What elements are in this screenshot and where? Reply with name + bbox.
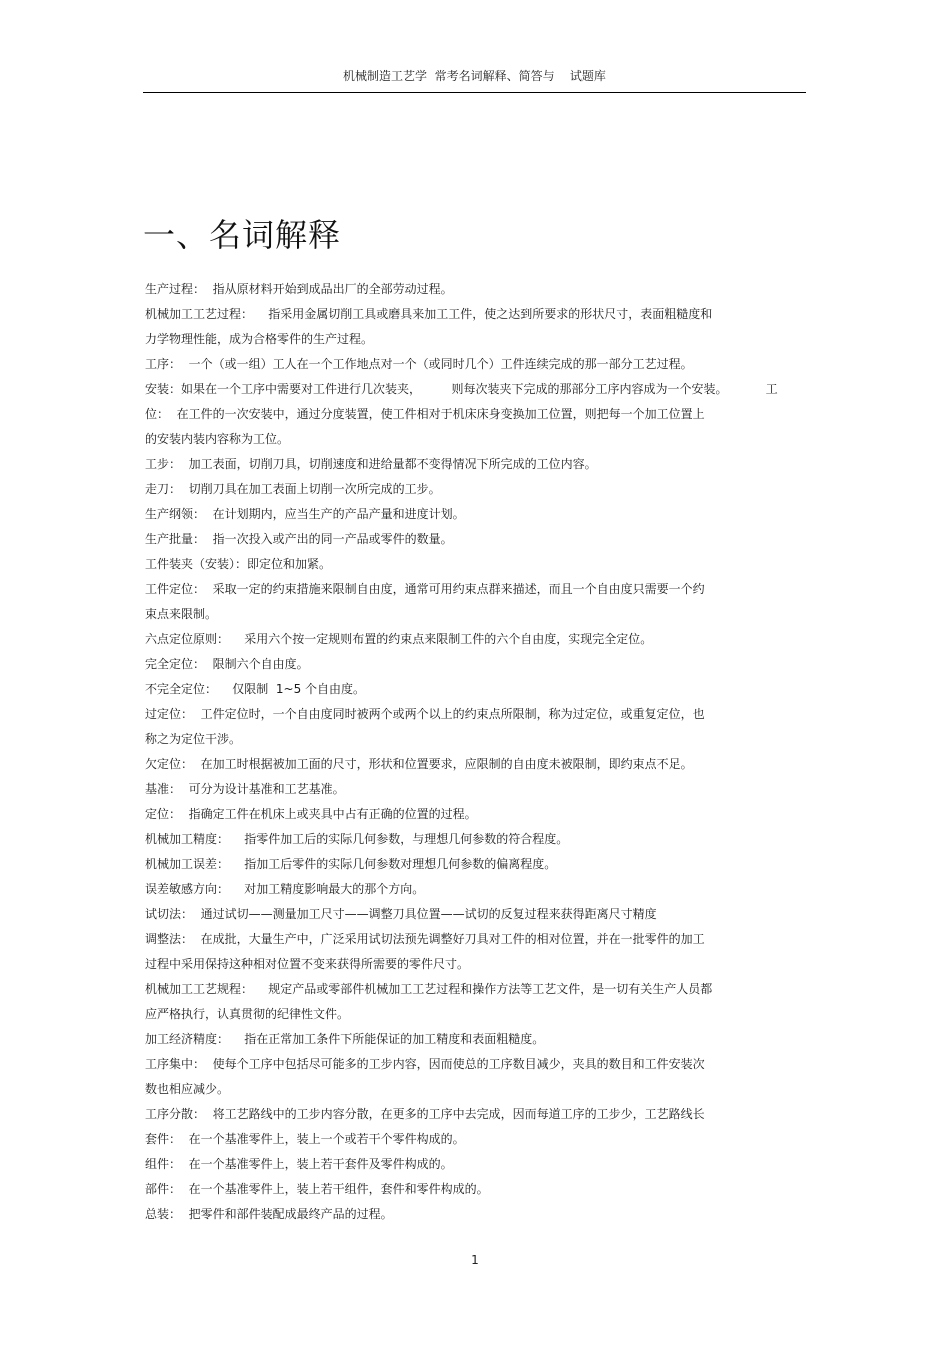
definition-line: 工序： 一个（或一组）工人在一个工作地点对一个（或同时几个）工件连续完成的那一部分工艺过程。 [145, 357, 693, 371]
definition-line: 不完全定位： 仅限制 1~5 个自由度。 [145, 682, 366, 696]
definition-line: 位： 在工件的一次安装中，通过分度装置，使工件相对于机床床身变换加工位置，则把每一个加工位置上 [145, 407, 705, 421]
definition-line: 过程中采用保持这种相对位置不变来获得所需要的零件尺寸。 [145, 957, 470, 971]
definition-line: 过定位： 工件定位时，一个自由度同时被两个或两个以上的约束点所限制，称为过定位，或重复定位，也 [145, 707, 705, 721]
definition-line: 六点定位原则： 采用六个按一定规则布置的约束点来限制工件的六个自由度，实现完全定位。 [145, 632, 653, 646]
definition-line: 套件： 在一个基准零件上，装上一个或若干个零件构成的。 [145, 1132, 465, 1146]
definition-line: 完全定位： 限制六个自由度。 [145, 657, 309, 671]
definition-line: 生产过程： 指从原材料开始到成品出厂的全部劳动过程。 [145, 282, 453, 296]
definition-line: 的安装内装内容称为工位。 [145, 432, 290, 446]
definition-line: 机械加工误差： 指加工后零件的实际几何参数对理想几何参数的偏离程度。 [145, 857, 557, 871]
page-number: 1 [471, 1253, 479, 1267]
definition-list [145, 277, 805, 1227]
section-title: 一、名词解释 [143, 216, 342, 254]
definition-line: 基准： 可分为设计基准和工艺基准。 [145, 782, 345, 796]
definition-line: 力学物理性能，成为合格零件的生产过程。 [145, 332, 374, 346]
definition-line: 工步： 加工表面，切削刀具，切削速度和进给量都不变得情况下所完成的工位内容。 [145, 457, 597, 471]
definition-line: 数也相应减少。 [145, 1082, 230, 1096]
definition-line: 生产纲领： 在计划期内，应当生产的产品产量和进度计划。 [145, 507, 465, 521]
definition-line: 总装： 把零件和部件装配成最终产品的过程。 [145, 1207, 393, 1221]
definition-line: 部件： 在一个基准零件上，装上若干组件，套件和零件构成的。 [145, 1182, 489, 1196]
definition-line: 组件： 在一个基准零件上，装上若干套件及零件构成的。 [145, 1157, 453, 1171]
definition-line: 调整法： 在成批，大量生产中，广泛采用试切法预先调整好刀具对工件的相对位置，并在一批零件的加工 [145, 932, 705, 946]
definition-line: 工序集中： 使每个工序中包括尽可能多的工步内容，因而使总的工序数目减少，夹具的数目和工件安装次 [145, 1057, 705, 1071]
header-title: 机械制造工艺学 常考名词解释、简答与 试题库 [343, 69, 606, 83]
definition-line: 应严格执行，认真贯彻的纪律性文件。 [145, 1007, 350, 1021]
definition-line: 欠定位： 在加工时根据被加工面的尺寸，形状和位置要求，应限制的自由度未被限制，即约束点不足。 [145, 757, 693, 771]
definition-line: 定位： 指确定工件在机床上或夹具中占有正确的位置的过程。 [145, 807, 477, 821]
definition-line: 束点来限制。 [145, 607, 218, 621]
page-header [143, 66, 806, 93]
definition-line: 走刀： 切削刀具在加工表面上切削一次所完成的工步。 [145, 482, 441, 496]
definition-line: 工件装夹（安装）：即定位和加紧。 [145, 557, 332, 571]
definition-line: 加工经济精度： 指在正常加工条件下所能保证的加工精度和表面粗糙度。 [145, 1032, 545, 1046]
definition-line: 机械加工工艺规程： 规定产品或零部件机械加工工艺过程和操作方法等工艺文件，是一切有关生产人员都 [145, 982, 713, 996]
definition-line: 机械加工工艺过程： 指采用金属切削工具或磨具来加工工件，使之达到所要求的形状尺寸，表面粗糙度和 [145, 307, 713, 321]
definition-line: 生产批量： 指一次投入或产出的同一产品或零件的数量。 [145, 532, 453, 546]
definition-line: 称之为定位干涉。 [145, 732, 242, 746]
definition-line: 试切法： 通过试切——测量加工尺寸——调整刀具位置——试切的反复过程来获得距离尺寸精度 [145, 907, 657, 921]
definition-line: 工件定位： 采取一定的约束措施来限制自由度，通常可用约束点群来描述，而且一个自由度只需要一个约 [145, 582, 705, 596]
definition-line: 误差敏感方向： 对加工精度影响最大的那个方向。 [145, 882, 425, 896]
definition-line: 工序分散： 将工艺路线中的工步内容分散，在更多的工序中去完成，因而每道工序的工步少，工艺路线长 [145, 1107, 705, 1121]
definition-line: 安装：如果在一个工序中需要对工件进行几次装夹， 则每次装夹下完成的那部分工序内容成为一个安装。 工 [145, 382, 778, 396]
definition-line: 机械加工精度： 指零件加工后的实际几何参数，与理想几何参数的符合程度。 [145, 832, 569, 846]
